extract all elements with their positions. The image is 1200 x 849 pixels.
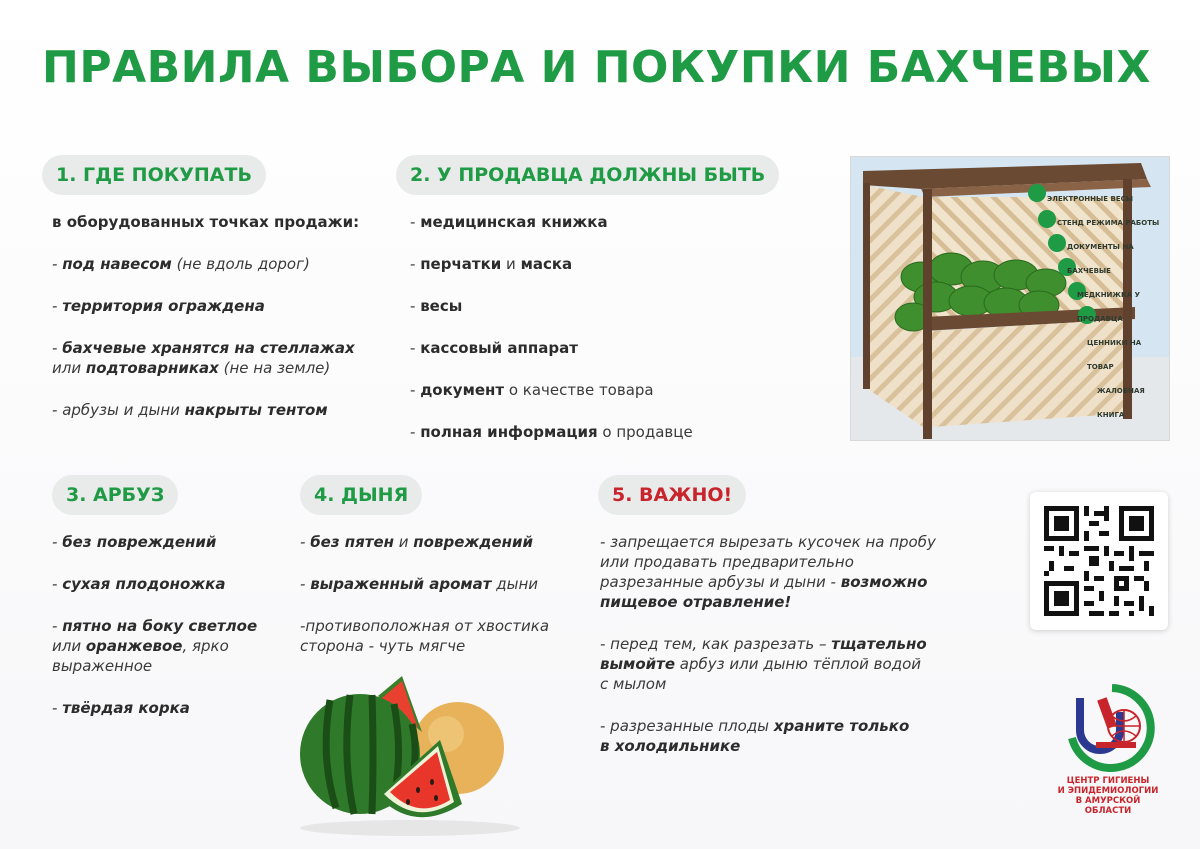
kiosk-label: ЭЛЕКТРОННЫЕ ВЕСЫ: [1047, 195, 1134, 203]
list-item: - перчатки и маска: [410, 255, 573, 273]
logo-caption: ЦЕНТР ГИГИЕНЫ И ЭПИДЕМИОЛОГИИ В АМУРСКОЙ ОБЛАСТИ: [1057, 776, 1159, 816]
section-heading-where-to-buy: 1. ГДЕ ПОКУПАТЬ: [42, 155, 266, 195]
list-item: - сухая плодоножка: [52, 575, 226, 593]
list-item: - медицинская книжка: [410, 213, 608, 231]
organization-logo: [1052, 668, 1164, 818]
kiosk-label: СТЕНД РЕЖИМА РАБОТЫ: [1057, 219, 1160, 227]
list-item: - полная информация о продавце: [410, 423, 693, 441]
kiosk-label: ЦЕННИКИ НА ТОВАР: [1087, 339, 1142, 371]
kiosk-label: МЕДКНИЖКА У ПРОДАВЦА: [1077, 291, 1140, 323]
list-item: - без повреждений: [52, 533, 217, 551]
list-item: - документ о качестве товара: [410, 381, 654, 399]
fruits-illustration: [290, 668, 530, 838]
kiosk-label: ДОКУМЕНТЫ НА БАХЧЕВЫЕ: [1067, 243, 1134, 275]
important-paragraph: - перед тем, как разрезать – тщательно вымойте арбуз или дыню тёплой водой с мылом: [600, 635, 927, 693]
list-item: - территория ограждена: [52, 297, 265, 315]
list-item: - под навесом (не вдоль дорог): [52, 255, 310, 273]
qr-code[interactable]: [1030, 492, 1168, 630]
kiosk-labels: [1043, 187, 1165, 427]
seller-must-have-list: [410, 212, 730, 442]
melon-list: [300, 532, 580, 656]
section-heading-melon: 4. ДЫНЯ: [300, 475, 422, 515]
where-to-buy-lead: в оборудованных точках продажи:: [52, 213, 360, 231]
kiosk-illustration: [850, 156, 1170, 441]
kiosk-label: ЖАЛОБНАЯ КНИГА: [1097, 387, 1145, 419]
list-item: - бахчевые хранятся на стеллажах или подтоварниках (не на земле): [52, 339, 355, 377]
list-item: - весы: [410, 297, 463, 315]
watermelon-list: [52, 532, 292, 718]
list-item: -противоположная от хвостика сторона - чуть мягче: [300, 617, 550, 655]
list-item: - без пятен и повреждений: [300, 533, 533, 551]
qr-code-icon: [1044, 506, 1154, 616]
page-title: ПРАВИЛА ВЫБОРА И ПОКУПКИ БАХЧЕВЫХ: [42, 42, 1151, 93]
hygiene-center-emblem-icon: [1052, 668, 1164, 776]
list-item: - выраженный аромат дыни: [300, 575, 539, 593]
important-paragraph: - разрезанные плоды храните только в холодильнике: [600, 717, 910, 755]
section-heading-important: 5. ВАЖНО!: [598, 475, 746, 515]
list-item: - твёрдая корка: [52, 699, 190, 717]
list-item: - кассовый аппарат: [410, 339, 578, 357]
where-to-buy-list: [52, 212, 382, 420]
important-paragraph: - запрещается вырезать кусочек на пробу или продавать предварительно разрезанные арбузы и дыни - возможно пищевое отравление!: [600, 533, 936, 611]
section-heading-seller-must-have: 2. У ПРОДАВЦА ДОЛЖНЫ БЫТЬ: [396, 155, 779, 195]
important-text: [600, 532, 1000, 756]
section-heading-watermelon: 3. АРБУЗ: [52, 475, 178, 515]
list-item: - пятно на боку светлое или оранжевое, ярко выраженное: [52, 617, 258, 675]
list-item: - арбузы и дыни накрыты тентом: [52, 401, 328, 419]
